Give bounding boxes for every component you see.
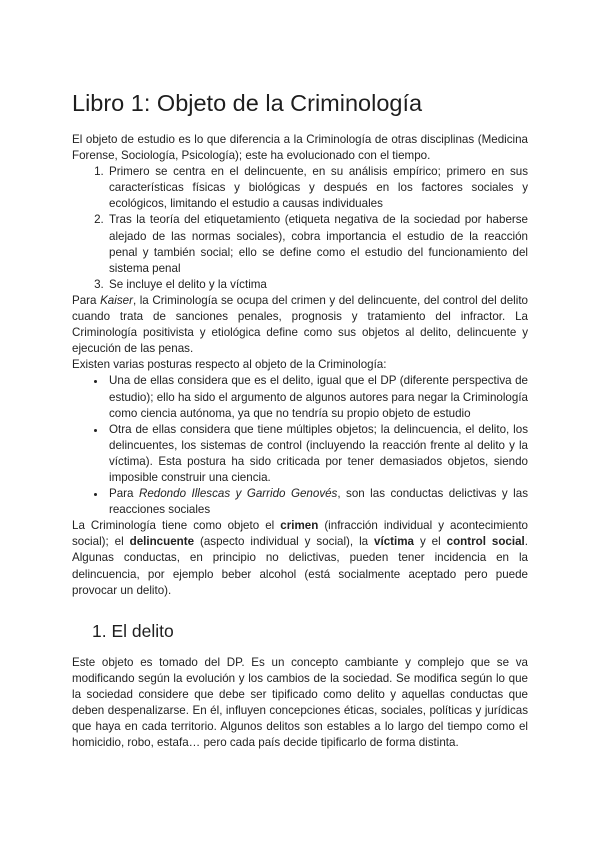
term-victima: víctima [374, 535, 415, 549]
section-heading: 1. El delito [92, 620, 174, 641]
list-item: • Otra de ellas considera que tiene múltiples objetos; la delincuencia, el delito, los delincuentes, los sistemas de control (incluyendo la reacción frente al delito y la víctima). Esta postura ha sido criticada por tener demasiados objetos, siendo imposible construir una ciencia. [107, 422, 528, 486]
postures-list [72, 373, 528, 518]
list-item: • Para Redondo Illescas y Garrido Genovés, son las conductas delictivas y las reacciones sociales [107, 486, 528, 518]
postures-intro: Existen varias posturas respecto al objeto de la Criminología: [72, 358, 387, 372]
term-crimen: crimen [280, 519, 319, 533]
term-control-social: control social [446, 535, 525, 549]
kaiser-paragraph: Para Kaiser, la Criminología se ocupa del crimen y del delincuente, del control del delito cuando trata de sanciones penales, prognosis y tratamiento del infractor. La Criminología positivista y etiológica define como sus objetos al delito, delincuente y ejecución de las penas. [72, 293, 528, 356]
list-item: • Una de ellas considera que es el delito, igual que el DP (diferente perspectiva de estudio); ello ha sido el argumento de algunos autores para negar la Criminología como ciencia autónoma, ya que no tendría su propio objeto de estudio [107, 373, 528, 421]
term-delincuente: delincuente [129, 535, 195, 549]
page-title: Libro 1: Objeto de la Criminología [72, 90, 423, 116]
list-item: 2. Tras la teoría del etiquetamiento (etiqueta negativa de la sociedad por haberse alejado de las normas sociales), cobra importancia el estudio de la reacción penal y también social; ello se define como el estudio del funcionamiento del sistema penal [107, 212, 528, 276]
list-item: 1. Primero se centra en el delincuente, en su análisis empírico; primero en sus características físicas y biológicas y después en los factores sociales y ecológicos, limitando el estudio a causas individuales [107, 164, 528, 212]
author-names: Redondo Illescas y Garrido Genovés [138, 487, 338, 501]
evolution-list [72, 164, 528, 293]
author-name: Kaiser [100, 293, 133, 307]
section-body: Este objeto es tomado del DP. Es un concepto cambiante y complejo que se va modificando según la evolución y los cambios de la sociedad. Se modifica según lo que la sociedad considere que debe ser tipificado como delito y aquellas conductas que deben despenalizarse. En él, influyen concepciones éticas, sociales, políticas y jurídicas que haya en cada territorio. Algunos delitos son estables a lo largo del tiempo como el homicidio, robo, estafa… pero cada país decide tipificarlo de forma distinta. [72, 655, 528, 750]
list-item: 3. Se incluye el delito y la víctima [107, 277, 528, 293]
intro-paragraph: El objeto de estudio es lo que diferencia a la Criminología de otras disciplinas (Medicina Forense, Sociología, Psicología); este ha evolucionado con el tiempo. [72, 133, 528, 163]
summary-paragraph: La Criminología tiene como objeto el crimen (infracción individual y acontecimiento social); el delincuente (aspecto individual y social), la víctima y el control social. Algunas conductas, en principio no delictivas, pueden tener incidencia en la delincuencia, por ejemplo beber alcohol (está socialmente aceptado pero puede provocar un delito). [72, 519, 529, 597]
